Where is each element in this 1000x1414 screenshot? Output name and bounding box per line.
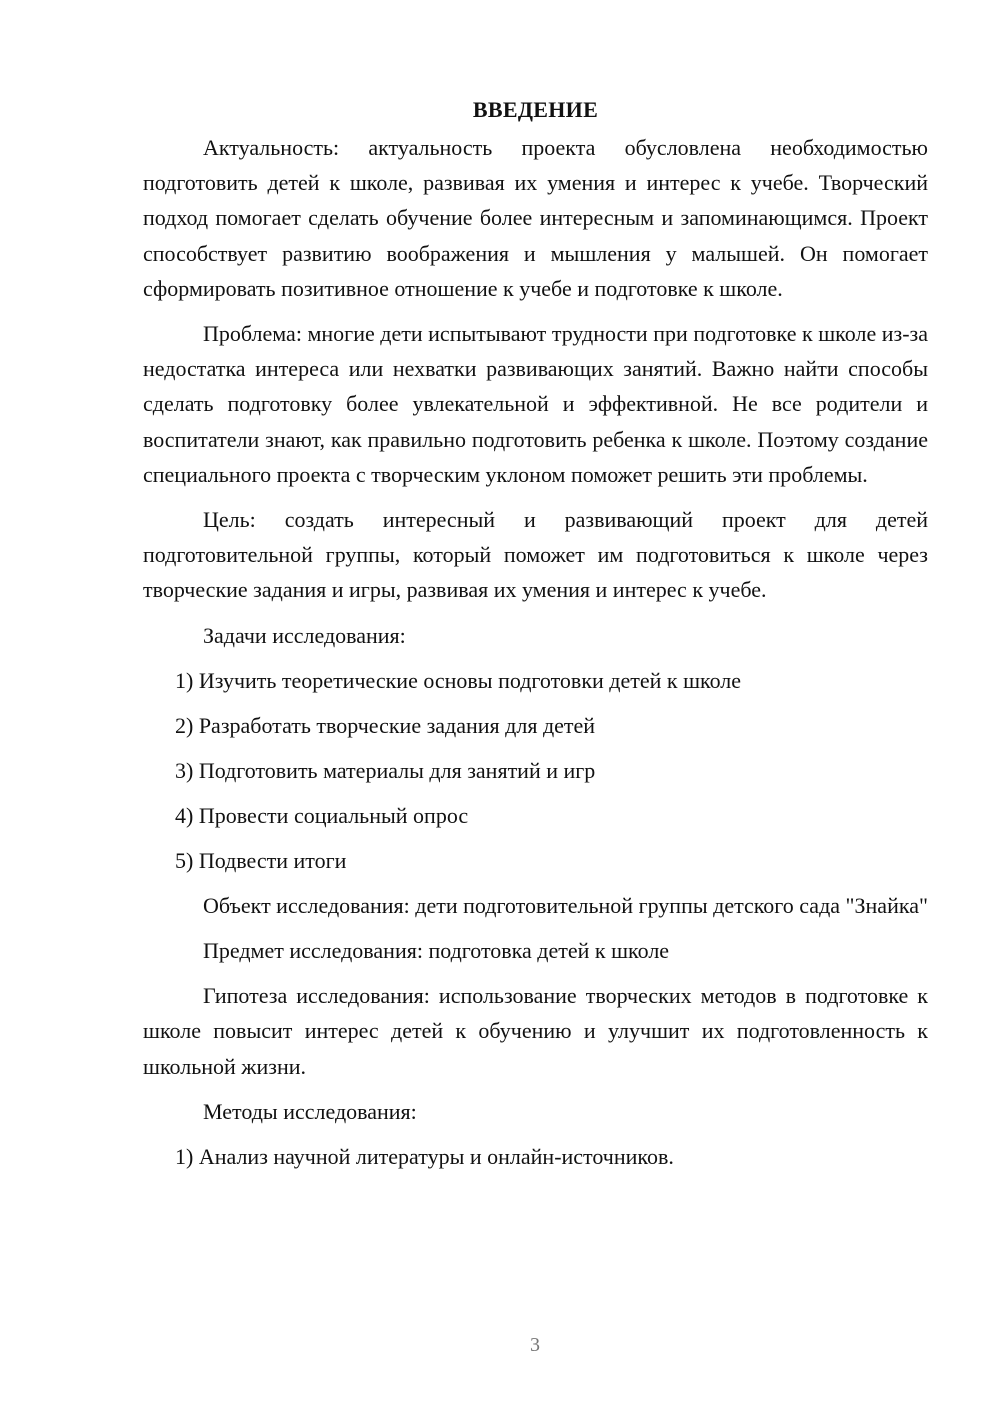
paragraph-subject: Предмет исследования: подготовка детей к школе	[203, 938, 670, 964]
document-title: ВВЕДЕНИЕ	[472, 97, 599, 122]
list-item: 5) Подвести итоги	[175, 847, 347, 873]
methods-list	[143, 1139, 928, 1174]
list-item: 1) Изучить теоретические основы подготовки детей к школе	[175, 667, 742, 693]
methods-heading: Методы исследования:	[203, 1098, 417, 1124]
list-item: 3) Подготовить материалы для занятий и игр	[175, 757, 596, 783]
paragraph-relevance: Актуальность: актуальность проекта обусловлена необходимостью подготовить детей к школе, развивая их умения и интерес к учебе. Творческий подход помогает сделать обучение более интересным и запоминающимся. Проект способствует развитию воображения и мышления у малышей. Он помогает сформировать позитивное отношение к учебе и подготовке к школе.	[143, 135, 928, 301]
page-number: 3	[530, 1334, 540, 1356]
paragraph-object: Объект исследования: дети подготовительной группы детского сада "Знайка"	[203, 892, 928, 918]
document-page	[143, 92, 928, 1184]
paragraph-goal: Цель: создать интересный и развивающий проект для детей подготовительной группы, который поможет им подготовиться к школе через творческие задания и игры, развивая их умения и интерес к учебе.	[143, 507, 928, 603]
paragraph-problem: Проблема: многие дети испытывают трудности при подготовке к школе из-за недостатка интереса или нехватки развивающих занятий. Важно найти способы сделать подготовку более увлекательной и эффективной. Не все родители и воспитатели знают, как правильно подготовить ребенка к школе. Поэтому создание специального проекта с творческим уклоном поможет решить эти проблемы.	[143, 321, 928, 487]
tasks-heading: Задачи исследования:	[203, 622, 406, 648]
list-item: 2) Разработать творческие задания для детей	[175, 712, 596, 738]
list-item: 1) Анализ научной литературы и онлайн-источников.	[175, 1144, 674, 1170]
paragraph-hypothesis: Гипотеза исследования: использование творческих методов в подготовке к школе повысит интерес детей к обучению и улучшит их подготовленность к школьной жизни.	[143, 983, 928, 1079]
list-item: 4) Провести социальный опрос	[175, 802, 469, 828]
tasks-list	[143, 663, 928, 878]
